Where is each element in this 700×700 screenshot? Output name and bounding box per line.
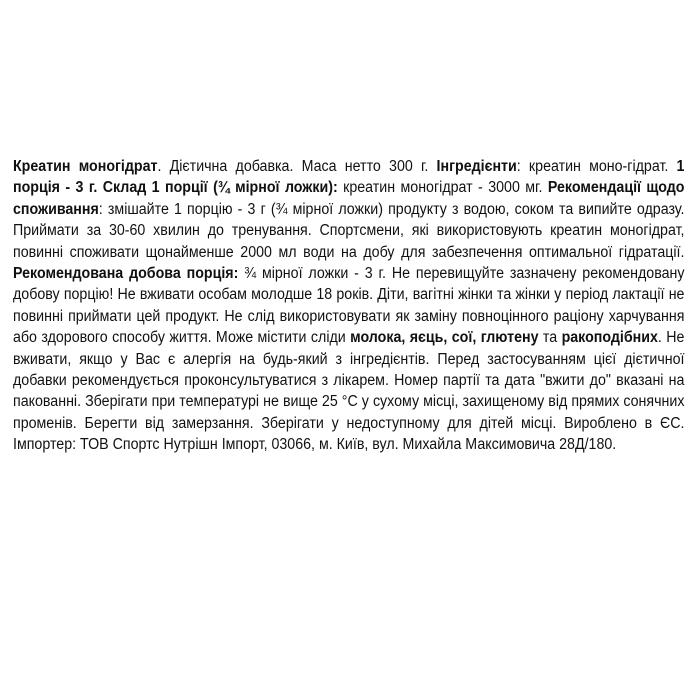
daily-serving-heading: Рекомендована добова порція: (13, 265, 239, 283)
usage-text: : змішайте 1 порцію - 3 г (¾ мірної ложки) продукту з водою, соком та випийте одразу. Приймати за 30-60 хвилин до тренування. Спортсмени, які використовують креатин моногідрат, повинні споживати щонайменше 2000 мл води на добу для забезпечення оптимальної гідратації. (13, 200, 685, 261)
ingredients-heading: Інгредієнти (436, 158, 517, 175)
product-name: Креатин моногідрат (13, 158, 158, 175)
ingredients-text: : креатин моно-гідрат. (516, 158, 677, 175)
daily-serving-text: ¾ мірної ложки - 3 г. Не перевищуйте зазначену рекомендовану добову порцію! Не вживати особам молодше 18 років. Діти, вагітні жінки та жінки у період лактації не повинні приймати цей продукт. Не слід використовувати як заміну повноцінного раціону харчування або здорового способу життя. Може містити сліди (13, 265, 685, 347)
serving-text: креатин моногідрат - 3000 мг. (337, 179, 548, 197)
allergens-list-2: ракоподібних (561, 329, 658, 347)
closing-text: . Не вживати, якщо у Вас є алергія на будь-який з інгредієнтів. Перед застосуванням цієї дієтичної добавки рекомендується проконсультуватися з лікарем. Номер партії та дата "вжити до" вказані на пакованні. Зберігати при температурі не вище 25 °C у сухому місці, захищеному від прямих сонячних променів. Берегти від замерзання. Зберігати у недоступному для дітей місці. Вироблено в ЄС. Імпортер: ТОВ Спортс Нутрішн Імпорт, 03066, м. Київ, вул. Михайла Максимовича 28Д/180. (13, 329, 685, 454)
usage-heading: Рекомендації щодо споживання (13, 179, 685, 218)
intro-text: . Дієтична добавка. Маса нетто 300 г. (157, 158, 437, 175)
serving-heading: 1 порція - 3 г. Склад 1 порції (¾ мірної ложки): (13, 158, 685, 197)
product-label-text (13, 156, 684, 456)
allergens-conjunction: та (538, 329, 562, 347)
allergens-list: молока, яєць, сої, глютену (350, 329, 539, 347)
